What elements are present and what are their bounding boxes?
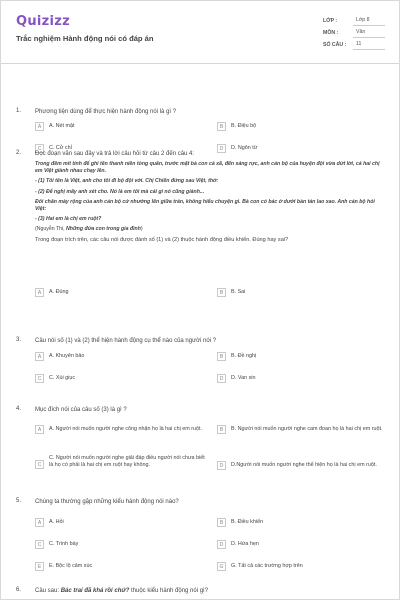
meta-value: Lớp 8 xyxy=(353,16,385,26)
option-text: C. Cử chỉ xyxy=(49,145,72,151)
question-number: 6. xyxy=(16,587,22,593)
question-text-prefix: Câu sau: xyxy=(35,588,61,594)
option-b[interactable] xyxy=(217,518,387,530)
option-text: A. Khuyên bảo xyxy=(49,353,85,359)
passage xyxy=(35,161,385,244)
option-letter: D xyxy=(217,540,226,549)
meta-value: Văn xyxy=(353,28,385,38)
option-text: D. Hứa hẹn xyxy=(231,541,259,547)
meta-value: 11 xyxy=(353,40,385,50)
question-number: 4. xyxy=(16,406,22,412)
option-text: A. Nét mặt xyxy=(49,123,75,129)
option-letter: C xyxy=(35,460,44,469)
question-number: 2. xyxy=(16,150,22,156)
option-text: B. Người nói muốn người nghe cam đoan họ là hai chị em ruột. xyxy=(231,426,383,432)
option-text: C. Người nói muốn người nghe giải đáp điều người nói chưa biết là họ có phải là hai chị em ruột hay không. xyxy=(49,455,205,468)
meta-row-count xyxy=(323,39,385,51)
option-e[interactable] xyxy=(35,562,205,574)
option-a[interactable] xyxy=(35,425,205,443)
option-b[interactable] xyxy=(217,352,387,364)
option-c[interactable] xyxy=(35,454,205,480)
option-letter: B xyxy=(217,425,226,434)
question-text xyxy=(35,587,375,595)
source-title: Những đứa con trong gia đình xyxy=(66,226,141,233)
meta-key: MÔN : xyxy=(323,30,339,36)
option-letter: A xyxy=(35,518,44,527)
option-text: B. Điều khiển xyxy=(231,519,264,525)
passage-line-2: - (2) Để nghị mấy anh xét cho. Nó là em tôi mà cái gì nó cũng giành... xyxy=(35,188,205,195)
option-b[interactable] xyxy=(217,288,387,300)
option-letter: B xyxy=(217,288,226,297)
option-text: G. Tất cả các trường hợp trên xyxy=(231,563,303,569)
option-letter: G xyxy=(217,562,226,571)
option-text: B. Sai xyxy=(231,289,246,295)
question-text: Đọc đoạn văn sau đây và trả lời câu hỏi từ câu 2 đến câu 4: xyxy=(35,151,195,157)
option-c[interactable] xyxy=(35,374,205,386)
passage-paragraph: Trong đêm mít tinh để ghi tên thanh niên tòng quân, trước mặt bà con cả xã, đến sáng rực, anh cán bộ của huyện đội vừa dứt lời, cả hai chị em Việt giành nhau chạy lên. xyxy=(35,161,380,175)
option-g[interactable] xyxy=(217,562,387,574)
option-letter: C xyxy=(35,374,44,383)
option-text: C. Xúi giục xyxy=(49,375,76,381)
option-letter: C xyxy=(35,144,44,153)
option-a[interactable] xyxy=(35,288,205,300)
option-text: A. Đúng xyxy=(49,289,69,295)
question-text: Câu nói số (1) và (2) thể hiện hành động cụ thể nào của người nói ? xyxy=(35,338,217,344)
source-suffix: ) xyxy=(140,226,143,233)
question-text: Phương tiện dùng để thực hiện hành động nói là gì ? xyxy=(35,109,177,115)
passage-line-3: - (3) Hai em là chị em ruột? xyxy=(35,216,102,223)
question-text: Mục đích nói của câu số (3) là gì ? xyxy=(35,407,127,413)
question-text-suffix: thuộc kiểu hành động nói gì? xyxy=(129,588,209,594)
option-letter: E xyxy=(35,562,44,571)
option-text: E. Bộc lộ cảm xúc xyxy=(49,563,93,569)
option-a[interactable] xyxy=(35,352,205,364)
meta-key: LỚP : xyxy=(323,18,338,24)
option-letter: D xyxy=(217,144,226,153)
option-text: B. Đề nghị xyxy=(231,353,257,359)
sub-question-text: Trong đoạn trích trên, các câu nói được đánh số (1) và (2) thuộc hành động điều khiển. Đúng hay sai? xyxy=(35,236,289,243)
option-text: A. Hỏi xyxy=(49,519,64,525)
quiz-title: Trắc nghiệm Hành động nói có đáp án xyxy=(16,34,154,43)
question-quote: Bác trai đã khá rồi chứ? xyxy=(60,588,130,594)
option-letter: B xyxy=(217,352,226,361)
option-b[interactable] xyxy=(217,122,387,134)
question-number: 3. xyxy=(16,337,22,343)
option-text: C. Trình bày xyxy=(49,541,79,547)
option-letter: A xyxy=(35,425,44,434)
option-d[interactable] xyxy=(217,540,387,552)
option-letter: A xyxy=(35,352,44,361)
question-number: 1. xyxy=(16,108,22,114)
question-number: 5. xyxy=(16,498,22,504)
option-letter: B xyxy=(217,122,226,131)
source-prefix: (Nguyễn Thi, xyxy=(35,226,67,233)
quiz-meta xyxy=(323,15,385,51)
option-a[interactable] xyxy=(35,122,205,134)
option-text: B. Điệu bộ xyxy=(231,123,257,129)
passage-source xyxy=(35,226,385,233)
option-letter: A xyxy=(35,122,44,131)
option-letter: D xyxy=(217,374,226,383)
option-letter: C xyxy=(35,540,44,549)
question-text: Chúng ta thường gặp những kiểu hành động nói nào? xyxy=(35,499,179,505)
option-text: D.Người nói muốn người nghe thể hiện họ là hai chị em ruột. xyxy=(231,462,377,468)
quiz-header xyxy=(1,1,399,64)
option-letter: D xyxy=(217,461,226,470)
option-text: A. Người nói muốn người nghe công nhận họ là hai chị em ruột. xyxy=(49,426,203,432)
meta-row-class xyxy=(323,15,385,27)
quizizz-logo: Quizizz xyxy=(16,14,71,29)
option-letter: A xyxy=(35,288,44,297)
option-c[interactable] xyxy=(35,540,205,552)
option-text: D. Ngôn từ xyxy=(231,145,258,151)
passage-paragraph: Đôi chân mày rộng của anh cán bộ cứ nhướng lên giữa trán, không hiểu chuyện gì. Bà con có bác ở dưới bàn tán lao xao. Anh cán bộ hỏi Việt: xyxy=(35,198,375,213)
option-b[interactable] xyxy=(217,425,387,443)
option-letter: B xyxy=(217,518,226,527)
option-a[interactable] xyxy=(35,518,205,530)
meta-row-subject xyxy=(323,27,385,39)
option-text: D. Van xin xyxy=(231,375,256,381)
passage-line-1: - (1) Tôi tên là Việt, anh cho tôi đi bộ đội với. Chị Chiến đứng sau Việt, thở: xyxy=(35,178,219,185)
option-d[interactable] xyxy=(217,461,387,479)
option-d[interactable] xyxy=(217,374,387,386)
meta-key: SỐ CÂU : xyxy=(323,42,347,48)
